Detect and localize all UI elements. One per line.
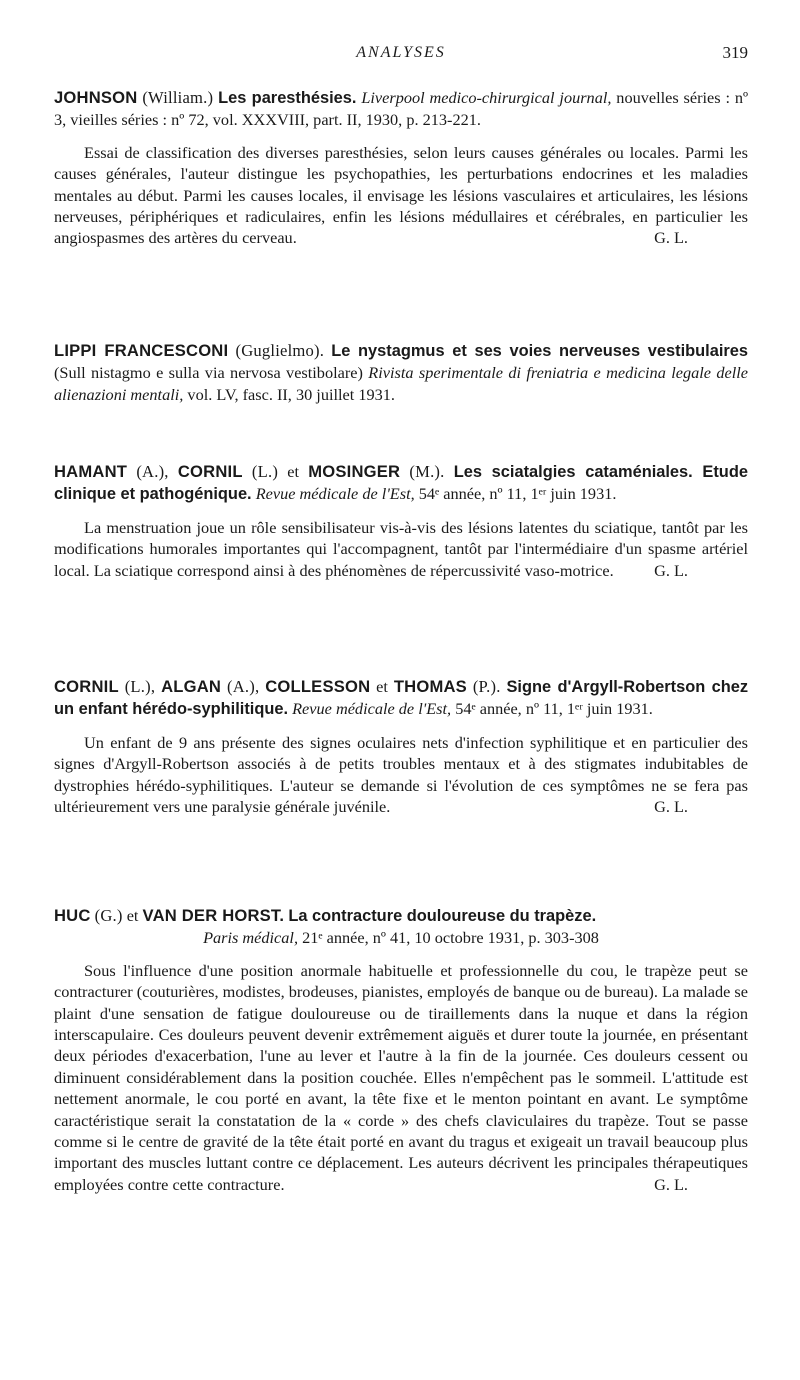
abstract-entry-cornil [54, 676, 748, 817]
abstract-body: La menstruation joue un rôle sensibilisateur vis-à-vis des lésions latentes du sciatique, tantôt par les modifications humorales importantes qui l'accompagnent, tantôt par l'intermédiaire d'un spasme artériel local. La sciatique correspond ainsi à des phénomènes de répercussivité vaso-motrice. [54, 517, 748, 580]
citation-details: 54ᵉ année, nº 11, 1ᵉʳ juin 1931. [455, 699, 653, 719]
conjunction: et [287, 462, 300, 481]
abstract-entry-huc [54, 905, 748, 1195]
author2-name: ALGAN [161, 677, 222, 696]
reference [54, 461, 748, 506]
journal-name: Revue médicale de l'Est, [292, 699, 452, 719]
author2-given-name: (L.) [251, 462, 279, 481]
abstract-entry-johnson [54, 87, 748, 249]
author-given-name: (A.), [136, 462, 169, 481]
abstract-entry-lippi-francesconi [54, 340, 748, 405]
running-header [54, 42, 748, 66]
abstract-body: Sous l'influence d'une position anormale habituelle et professionnelle du cou, le trapèze peut se contracturer (couturières, modistes, brodeuses, pianistes, employés de banque ou de bureau). La malade se plaint d'une sensation de fatigue douloureuse ou de tiraillements dans la nuque et dans la région interscapulaire. Ces douleurs peuvent devenir extrêmement aiguës et durer toute la journée, en présentant deux périodes d'exacerbation, l'une au lever et l'autre à la fin de la journée. Ces douleurs cessent ou diminuent considérablement dans la position couchée. Elles n'empêchent pas le sommeil. L'attitude est nettement anormale, le cou porté en avant, la tête fixe et le menton pointant en avant. Le symptôme caractéristique serait la constatation de la « corde » des chefs claviculaires du trapèze. Tout se passe comme si le centre de gravité de la tête était porté en avant du tragus et exigeait un travail beaucoup plus important des muscles luttant contre ce déplacement. Les auteurs décrivent les principales thérapeutiques employées contre cette contracture. [54, 960, 748, 1194]
author2-name: CORNIL [177, 462, 243, 481]
abstract-entry-hamant [54, 461, 748, 581]
author2-given-name: (A.), [226, 677, 260, 696]
original-title: (Sull nistagmo e sulla via nervosa vestibolare) [54, 363, 363, 383]
abstract-body: Un enfant de 9 ans présente des signes oculaires nets d'infection syphilitique et en particulier des signes d'Argyll-Robertson associés à de petits troubles mentaux et à des stigmates indubitables de dystrophies hérédo-syphilitiques. L'auteur se demande si l'évolution de ces symptômes ne se fera pas ultérieurement vers une paralysie générale juvénile. [54, 732, 748, 817]
citation-details: nouvelles séries : nº 3, vieilles séries : nº 72, vol. XXXVIII, part. II, 1930, p. 213-221. [54, 88, 749, 130]
abstract-body: Essai de classification des diverses paresthésies, selon leurs causes générales ou locales. Parmi les causes générales, l'auteur distingue les psychopathies, les perturbations endocrines et les maladies mentales au début. Parmi les causes locales, il envisage les lésions vasculaires et articulaires, les lésions nerveuses, périphériques et radiculaires, enfin les lésions médullaires et cérébrales, en particulier les angiospasmes des artères du cerveau. [54, 142, 748, 248]
article-title: Signe d'Argyll-Robertson chez un enfant hérédo-syphilitique. [54, 678, 749, 719]
article-title: Le nystagmus et ses voies nerveuses vestibulaires [331, 342, 748, 360]
citation-details: vol. LV, fasc. II, 30 juillet 1931. [187, 384, 395, 404]
page-number: 319 [722, 43, 748, 62]
article-title: La contracture douloureuse du trapèze. [288, 907, 597, 925]
author-name: JOHNSON [54, 88, 138, 107]
journal-line [54, 927, 748, 948]
journal-name: Paris médical, [203, 928, 299, 948]
author-given-name: (Guglielmo). [235, 341, 325, 360]
author4-name: THOMAS [393, 677, 467, 696]
author-name: LIPPI FRANCESCONI [54, 341, 229, 360]
abstract-text [54, 517, 748, 581]
journal-name: Revue médicale de l'Est, [255, 484, 415, 504]
author4-given-name: (P.). [472, 677, 501, 696]
reviewer-initials: G. L. [654, 1174, 688, 1194]
author3-name: COLLESSON [265, 677, 371, 696]
reviewer-initials: G. L. [654, 228, 688, 248]
conjunction: et [376, 677, 388, 696]
reference [54, 87, 748, 131]
reference [54, 905, 748, 949]
article-title: Les paresthésies. [218, 89, 357, 107]
reference [54, 676, 748, 721]
author3-name: MOSINGER [308, 462, 401, 481]
author-name: HAMANT [54, 462, 128, 481]
journal-name: Rivista sperimentale di freniatria e medicina legale delle alienazioni mentali, [54, 363, 748, 404]
author-name: HUC [54, 906, 91, 925]
author-given-name: (William.) [142, 88, 214, 107]
conjunction: et [126, 906, 139, 925]
author-given-name: (G.) [94, 906, 123, 925]
article-title: Les sciatalgies cataméniales. Etude clinique et pathogénique. [54, 463, 748, 504]
author3-given-name: (M.). [409, 462, 445, 481]
author-name: CORNIL [54, 677, 119, 696]
running-title: ANALYSES [356, 44, 446, 61]
citation-details: 54ᵉ année, nº 11, 1ᵉʳ juin 1931. [418, 484, 617, 504]
abstract-text [54, 960, 748, 1195]
reviewer-initials: G. L. [654, 797, 688, 817]
author-given-name: (L.), [124, 677, 156, 696]
reference [54, 340, 748, 405]
abstract-text [54, 142, 748, 249]
citation-details: 21ᵉ année, nº 41, 10 octobre 1931, p. 303-308 [302, 928, 599, 948]
journal-name: Liverpool medico-chirurgical journal, [361, 88, 612, 107]
reviewer-initials: G. L. [654, 560, 688, 580]
author2-name: VAN DER HORST. [142, 906, 285, 925]
abstract-text [54, 732, 748, 818]
